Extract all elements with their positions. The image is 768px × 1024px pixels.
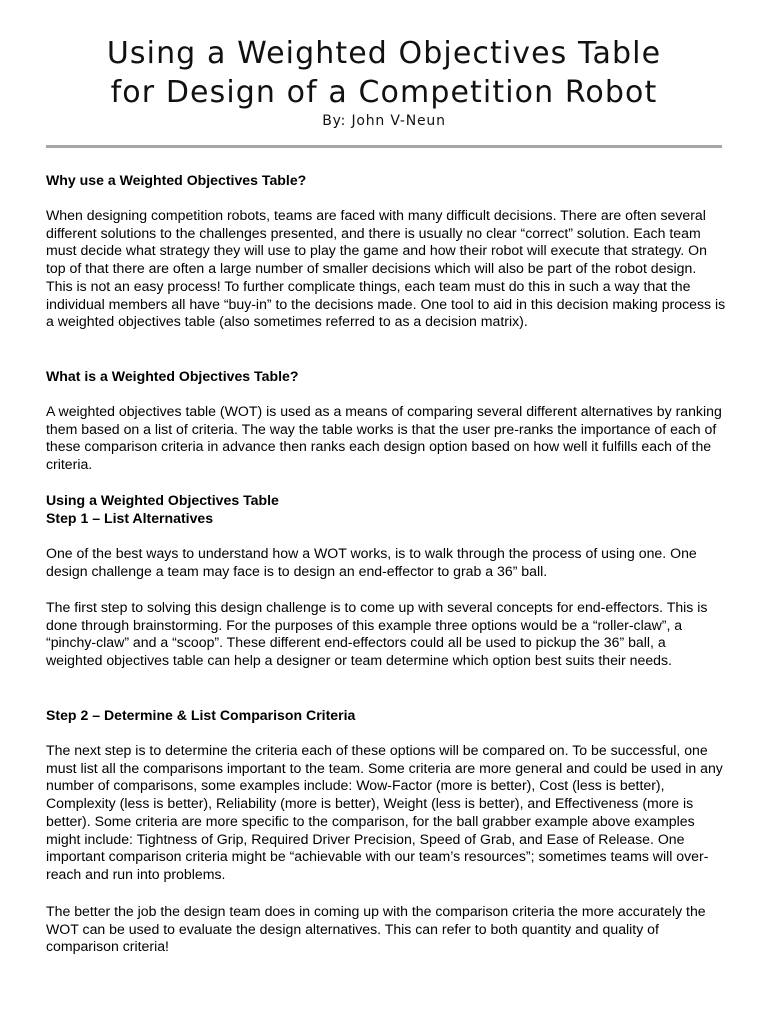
section-heading-what: What is a Weighted Objectives Table?	[46, 368, 299, 384]
paragraph-step2-quality: The better the job the design team does in coming up with the comparison criteria the more accurately the WOT can be used to evaluate the design alternatives. This can refer to both quantity and quality of comparison criteria!	[46, 903, 706, 955]
document-title-line-1: Using a Weighted Objectives Table	[106, 36, 662, 71]
header-divider	[46, 145, 722, 148]
paragraph-step1-brainstorm: The first step to solving this design challenge is to come up with several concepts for end-effectors. This is done through brainstorming. For the purposes of this example three options would be a “roller-claw”, a “pinchy-claw” and a “scoop”. These different end-effectors could all be used to pickup the 36” ball, a weighted objectives table can help a designer or team determine which option best suits their needs.	[46, 599, 708, 669]
section-heading-step1: Step 1 – List Alternatives	[46, 510, 214, 526]
author-byline: By: John V-Neun	[322, 113, 446, 129]
paragraph-step2-criteria: The next step is to determine the criteria each of these options will be compared on. To be successful, one must list all the comparisons important to the team. Some criteria are more general and could be used in any number of comparisons, some examples include: Wow-Factor (more is better), Cost (less is better), Complexity (less is better), Reliability (more is better), Weight (less is better), and Effectiveness (more is better). Some criteria are more specific to the comparison, for the ball grabber example above examples might include: Tightness of Grip, Required Driver Precision, Speed of Grab, and Ease of Release. One important comparison criteria might be “achievable with our team’s resources”; sometimes teams will over-reach and run into problems.	[46, 742, 723, 882]
section-heading-step2: Step 2 – Determine & List Comparison Criteria	[46, 707, 356, 723]
paragraph-why: When designing competition robots, teams are faced with many difficult decisions. There are often several different solutions to the challenges presented, and there is usually no clear “correct” solution. Each team must decide what strategy they will use to play the game and how their robot will execute that strategy. On top of that there are often a large number of smaller decisions which will also be part of the robot design. This is not an easy process! To further complicate things, each team must do this in such a way that the individual members all have “buy-in” to the decisions made. One tool to aid in this decision making process is a weighted objectives table (also sometimes referred to as a decision matrix).	[46, 207, 726, 330]
section-heading-using: Using a Weighted Objectives Table	[46, 492, 279, 508]
paragraph-what: A weighted objectives table (WOT) is used as a means of comparing several different alternatives by ranking them based on a list of criteria. The way the table works is that the user pre-ranks the importance of each of these comparison criteria in advance then ranks each design option based on how well it fulfills each of the criteria.	[46, 403, 722, 473]
section-heading-why: Why use a Weighted Objectives Table?	[46, 172, 307, 188]
paragraph-step1-intro: One of the best ways to understand how a WOT works, is to walk through the process of using one. One design challenge a team may face is to design an end-effector to grab a 36” ball.	[46, 545, 697, 579]
document-title-line-2: for Design of a Competition Robot	[110, 75, 658, 110]
